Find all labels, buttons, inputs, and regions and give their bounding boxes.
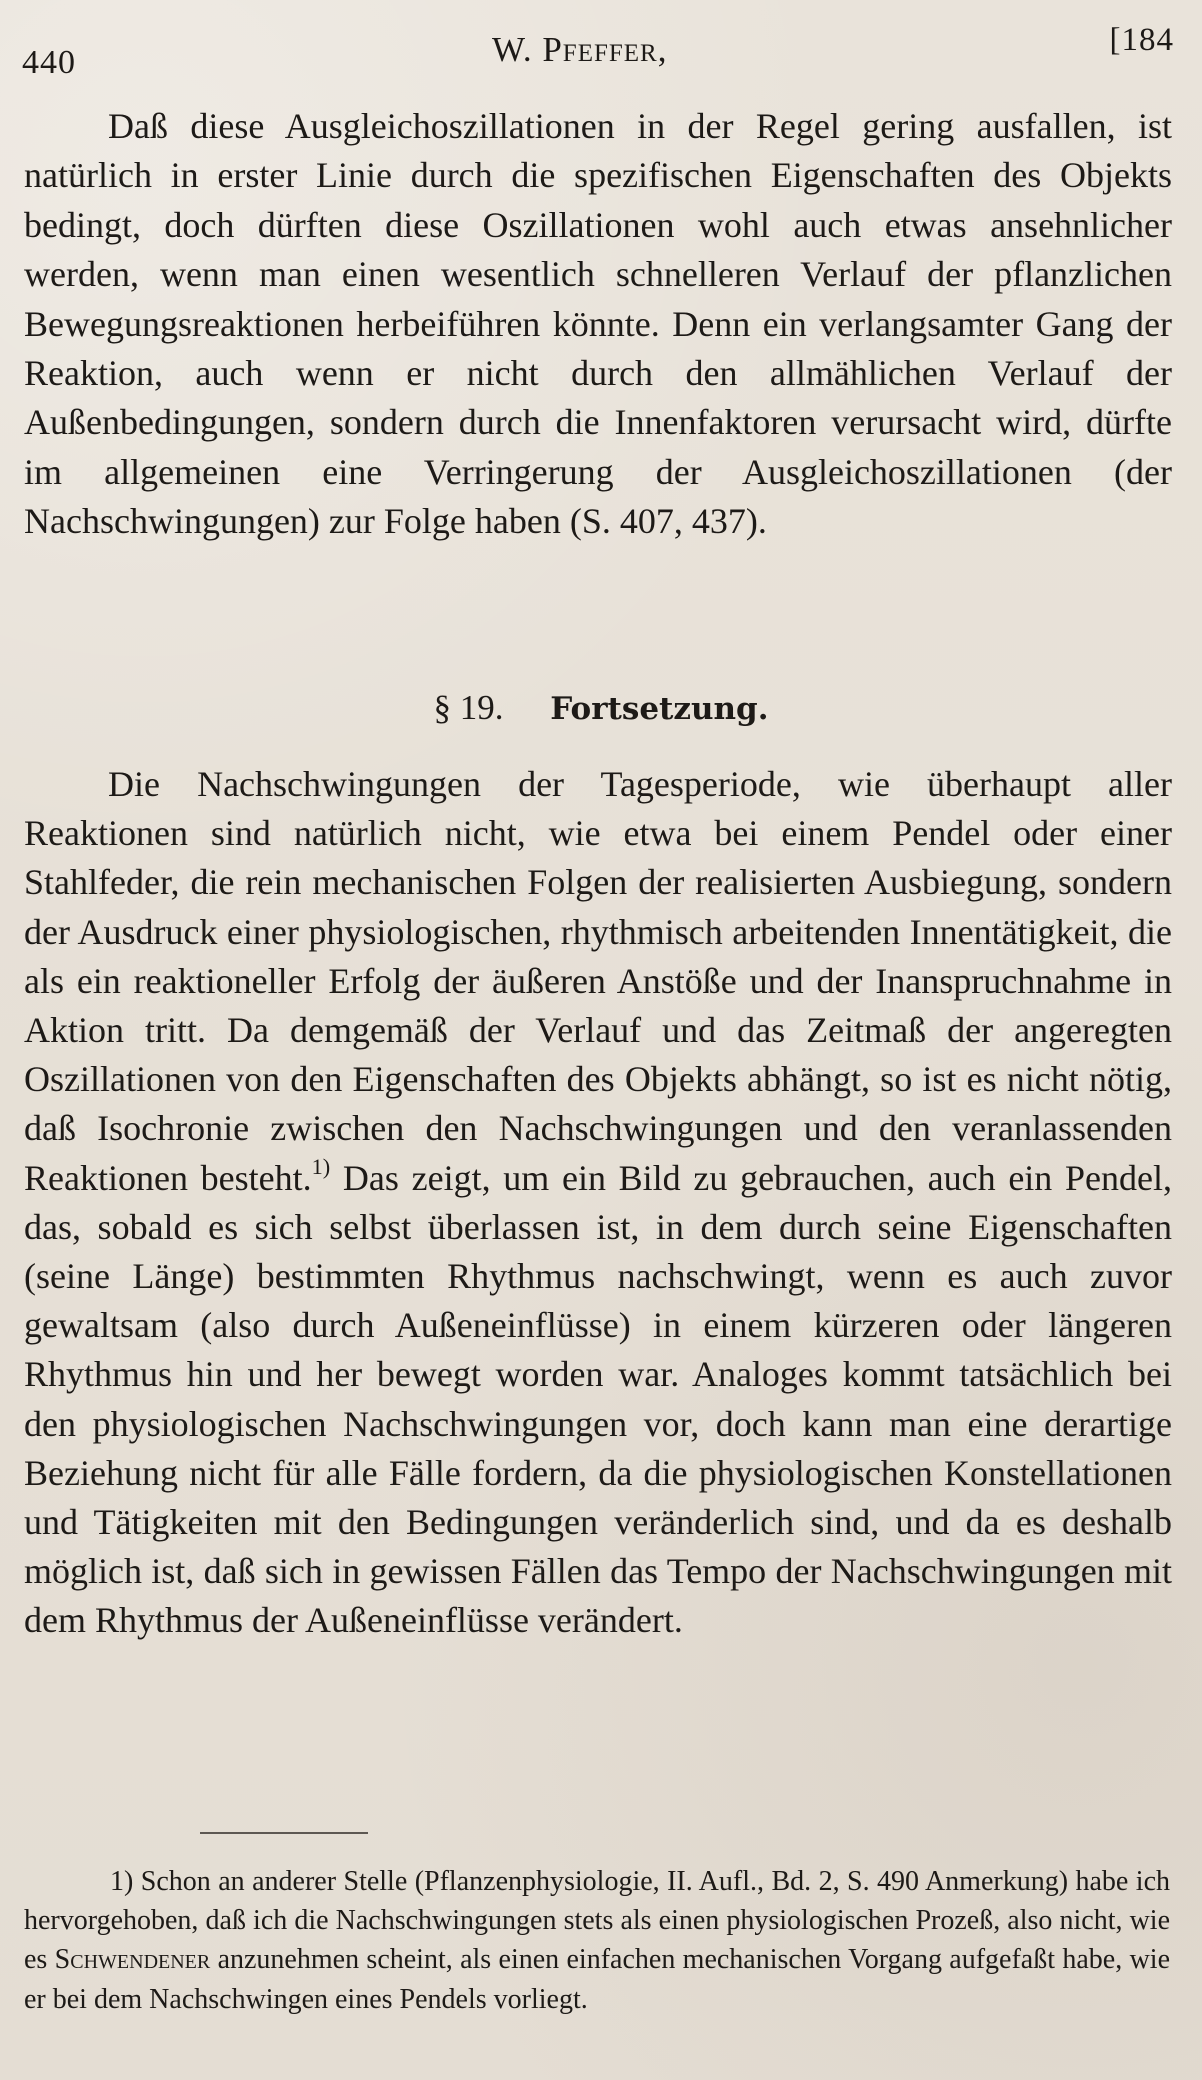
- section-title: Fortsetzung.: [550, 691, 769, 727]
- footnote-text-after-name: anzunehmen scheint, als einen einfachen mechanischen Vorgang aufgefaßt habe, wie er bei dem Nachschwingen eines Pendels vorliegt.: [24, 1944, 1170, 2015]
- author-initial: W.: [492, 30, 533, 69]
- footnote: [24, 1862, 1170, 2019]
- paragraph-2-text-after-note: Das zeigt, um ein Bild zu gebrauchen, auch ein Pendel, das, sobald es sich selbst überlassen ist, in dem durch seine Eigenschaften (seine Länge) bestimmten Rhythmus nachschwingt, wenn es auch zuvor gewaltsam (also durch Außeneinflüsse) in einem kürzeren oder längeren Rhythmus hin und her bewegt worden war. Analoges kommt tatsächlich bei den physiologischen Nachschwingungen vor, doch kann man eine derartige Beziehung nicht für alle Fälle fordern, da die physiologischen Konstellationen und Tätigkeiten mit den Bedingungen veränderlich sind, und da es deshalb möglich ist, daß sich in gewissen Fällen das Tempo der Nachschwingungen mit dem Rhythmus der Außeneinflüsse verändert.: [24, 1157, 1172, 1641]
- footnote-reference: 1): [311, 1153, 331, 1179]
- section-heading: [0, 688, 1202, 728]
- section-reference: [184: [1109, 22, 1174, 58]
- paragraph-2-body: [24, 760, 1172, 1646]
- footnote-text-before-name: Schon an anderer Stelle (Pflanzenphysiologie, II. Aufl., Bd. 2, S. 490 Anmerkung) habe ich hervorgehoben, daß ich die Nachschwingungen stets als einen physiologischen Prozeß, also nicht, wie es: [24, 1866, 1170, 1976]
- footnote-body: [24, 1862, 1170, 2019]
- running-head: [492, 30, 667, 70]
- paragraph-2: [24, 760, 1172, 1646]
- paragraph-1: [24, 102, 1172, 547]
- footnote-author-name: Schwendener: [54, 1944, 211, 1976]
- paragraph-1-text: Daß diese Ausgleichoszillationen in der Regel gering ausfallen, ist natürlich in erster Linie durch die spezifischen Eigenschaften des Objekts bedingt, doch dürften diese Oszillationen wohl auch etwas ansehnlicher werden, wenn man einen wesentlich schnelleren Verlauf der pflanzlichen Bewegungsreaktionen herbeiführen könnte. Denn ein verlangsamter Gang der Reaktion, auch wenn er nicht durch den allmählichen Verlauf der Außenbedingungen, sondern durch die Innenfaktoren verursacht wird, dürfte im allgemeinen eine Verringerung der Ausgleichoszillationen (der Nachschwingungen) zur Folge haben (S. 407, 437).: [24, 106, 1172, 542]
- author-surname: Pfeffer,: [542, 30, 668, 69]
- paragraph-2-text-before-note: Die Nachschwingungen der Tagesperiode, wie überhaupt aller Reaktionen sind natürlich nicht, wie etwa bei einem Pendel oder einer Stahlfeder, die rein mechanischen Folgen der realisierten Ausbiegung, sondern der Ausdruck einer physiologischen, rhythmisch arbeitenden Innentätigkeit, die als ein reaktioneller Erfolg der äußeren Anstöße und der Inanspruchnahme in Aktion tritt. Da demgemäß der Verlauf und das Zeitmaß der angeregten Oszillationen von den Eigenschaften des Objekts abhängt, so ist es nicht nötig, daß Isochronie zwischen den Nachschwingungen und den veranlassenden Reaktionen besteht.: [24, 764, 1172, 1198]
- footnote-separator: [200, 1832, 368, 1834]
- page-header: [22, 18, 1174, 81]
- footnote-marker: 1): [110, 1866, 134, 1897]
- page-number: 440: [22, 44, 76, 81]
- section-number: § 19.: [433, 688, 504, 727]
